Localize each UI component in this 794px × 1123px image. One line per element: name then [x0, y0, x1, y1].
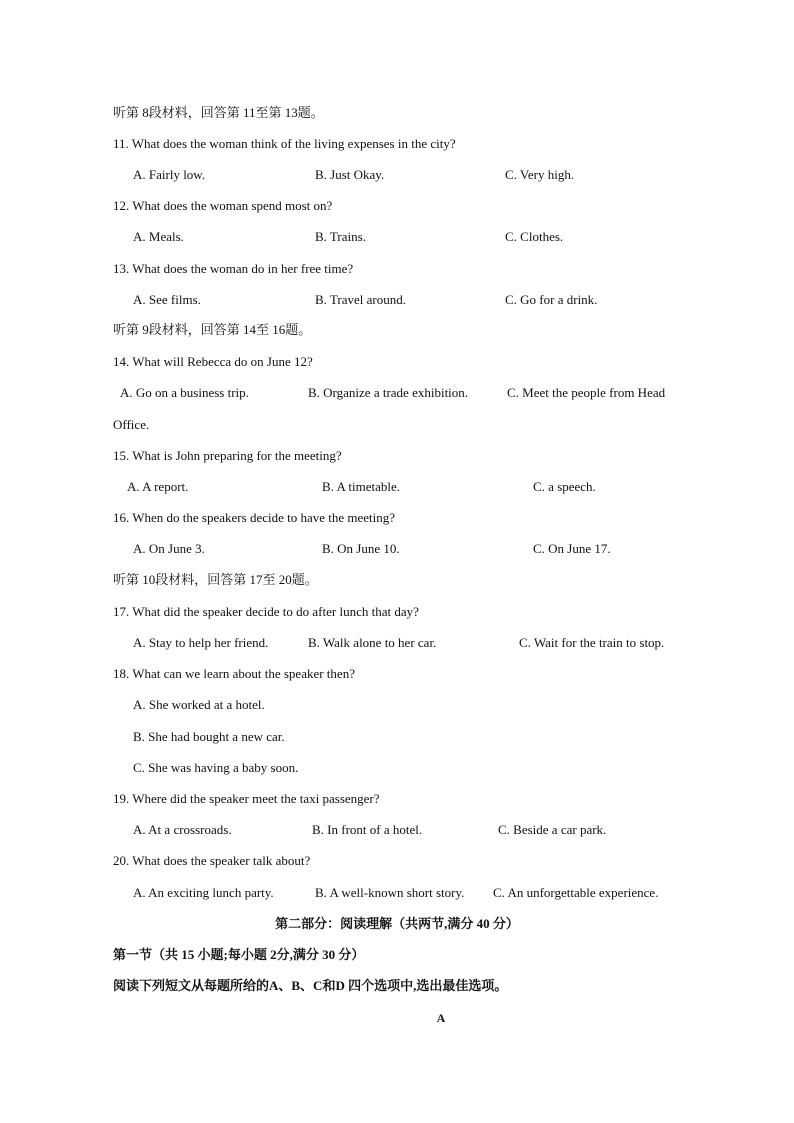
option-c: C. On June 17.	[533, 541, 611, 556]
option-a: A. A report.	[127, 479, 189, 494]
option-a: A. Stay to help her friend.	[133, 635, 269, 650]
option-b: B. Walk alone to her car.	[308, 635, 437, 650]
option-c: C. An unforgettable experience.	[493, 885, 659, 900]
option-b: B. A timetable.	[322, 479, 400, 494]
option-a: A. On June 3.	[133, 541, 205, 556]
option-b: B. A well-known short story.	[315, 885, 465, 900]
question-16: 16. When do the speakers decide to have the meeting?	[113, 510, 396, 525]
reading-instruction: 阅读下列短文从每题所给的A、B、C和D 四个选项中,选出最佳选项。	[113, 978, 508, 993]
option-c: C. Clothes.	[505, 229, 564, 244]
question-19: 19. Where did the speaker meet the taxi passenger?	[113, 791, 380, 806]
section-heading-9: 听第 9段材料，回答第 14至 16题。	[113, 322, 312, 337]
option-b: B. In front of a hotel.	[312, 822, 423, 837]
question-17: 17. What did the speaker decide to do after lunch that day?	[113, 604, 419, 619]
option-a: A. Fairly low.	[133, 167, 206, 182]
question-20: 20. What does the speaker talk about?	[113, 853, 311, 868]
option-a: A. Meals.	[133, 229, 184, 244]
question-12: 12. What does the woman spend most on?	[113, 198, 333, 213]
question-13: 13. What does the woman do in her free time?	[113, 261, 354, 276]
passage-label: A	[436, 1011, 446, 1025]
option-c: C. Wait for the train to stop.	[519, 635, 665, 650]
option-c: C. Beside a car park.	[498, 822, 607, 837]
option-a: A. An exciting lunch party.	[133, 885, 274, 900]
option-c-continuation: Office.	[113, 417, 150, 432]
option-a: A. Go on a business trip.	[120, 385, 249, 400]
option-b: B. Organize a trade exhibition.	[308, 385, 469, 400]
option-b: B. Travel around.	[315, 292, 406, 307]
option-b: B. Trains.	[315, 229, 366, 244]
option-b: B. On June 10.	[322, 541, 400, 556]
option-a: A. She worked at a hotel.	[133, 697, 265, 712]
option-c: C. a speech.	[533, 479, 596, 494]
option-b: B. Just Okay.	[315, 167, 385, 182]
section-heading-8: 听第 8段材料，回答第 11至第 13题。	[113, 105, 324, 120]
part-two-title: 第二部分：阅读理解（共两节,满分 40 分）	[275, 916, 519, 931]
option-c: C. She was having a baby soon.	[133, 760, 299, 775]
question-14: 14. What will Rebecca do on June 12?	[113, 354, 313, 369]
option-b: B. She had bought a new car.	[133, 729, 285, 744]
section-one-heading: 第一节（共 15 小题;每小题 2分,满分 30 分）	[113, 947, 365, 962]
option-c: C. Very high.	[505, 167, 575, 182]
section-heading-10: 听第 10段材料，回答第 17至 20题。	[113, 572, 318, 587]
option-a: A. See films.	[133, 292, 201, 307]
question-18: 18. What can we learn about the speaker then?	[113, 666, 355, 681]
question-11: 11. What does the woman think of the living expenses in the city?	[113, 136, 456, 151]
question-15: 15. What is John preparing for the meeting?	[113, 448, 342, 463]
option-c: C. Meet the people from Head	[507, 385, 666, 400]
option-c: C. Go for a drink.	[505, 292, 598, 307]
option-a: A. At a crossroads.	[133, 822, 232, 837]
